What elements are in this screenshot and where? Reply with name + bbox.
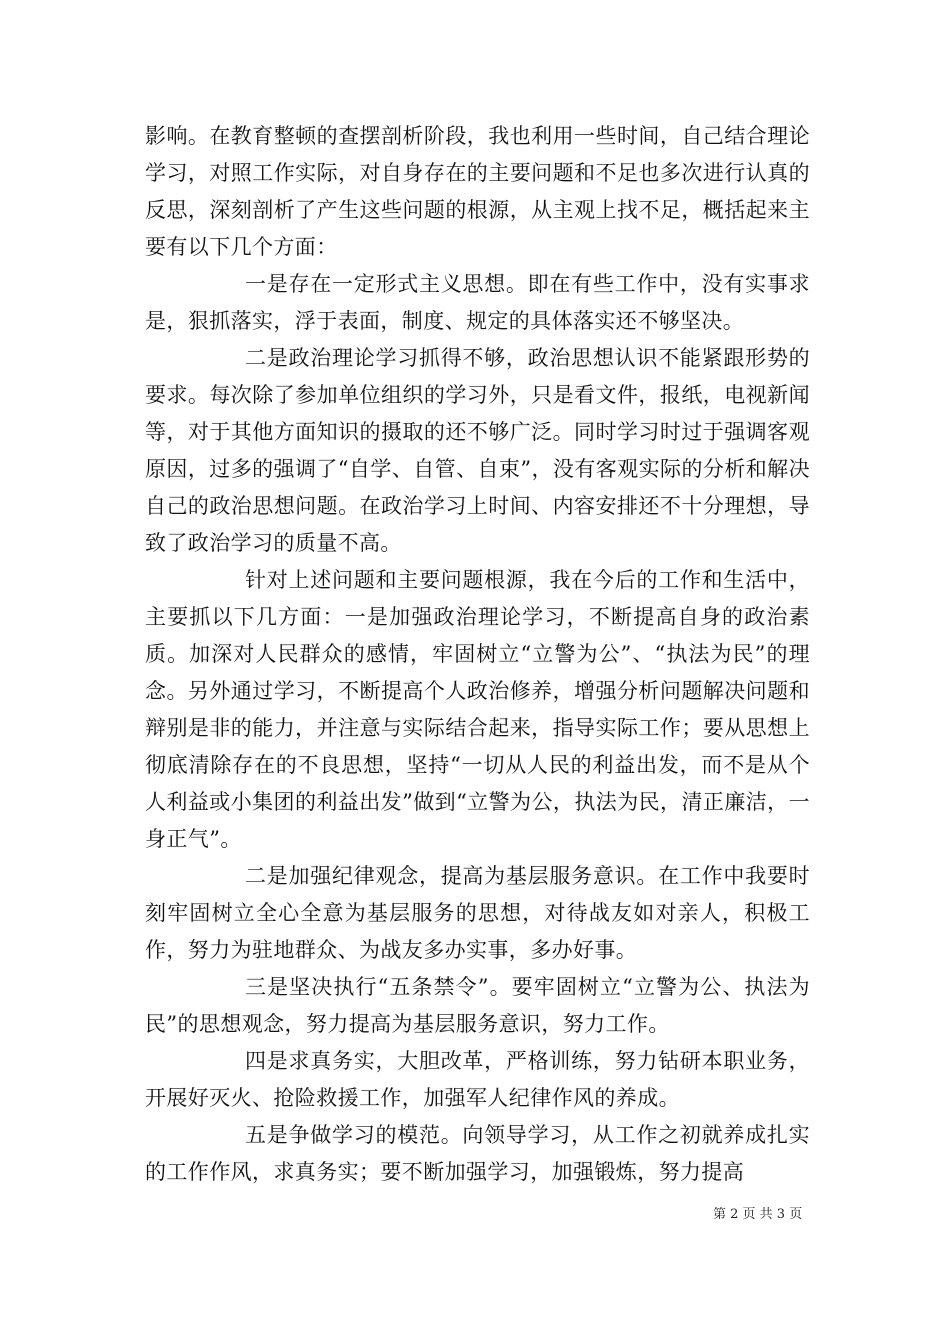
paragraph-7: 四是求真务实，大胆改革，严格训练，努力钻研本职业务，开展好灭火、抢险救援工作，加强军人纪律作风的养成。 xyxy=(145,1049,810,1110)
paragraph-1: 影响。在教育整顿的查摆剖析阶段，我也利用一些时间，自己结合理论学习，对照工作实际，对自身存在的主要问题和不足也多次进行认真的反思，深刻剖析了产生这些问题的根源，从主观上找不足，概括起来主要有以下几个方面： xyxy=(145,124,810,259)
page-number-footer: 第 2 页 共 3 页 xyxy=(713,1207,803,1222)
paragraph-8: 五是争做学习的模范。向领导学习，从工作之初就养成扎实的工作作风，求真务实；要不断加强学习，加强锻炼，努力提高 xyxy=(145,1123,810,1184)
paragraph-2: 一是存在一定形式主义思想。即在有些工作中，没有实事求是，狠抓落实，浮于表面，制度、规定的具体落实还不够坚决。 xyxy=(145,272,810,333)
paragraph-4: 针对上述问题和主要问题根源，我在今后的工作和生活中，主要抓以下几方面：一是加强政治理论学习，不断提高自身的政治素质。加深对人民群众的感情，牢固树立“立警为公”、“执法为民”的理念。另外通过学习，不断提高个人政治修养，增强分析问题解决问题和辩别是非的能力，并注意与实际结合起来，指导实际工作；要从思想上彻底清除存在的不良思想，坚持“一切从人民的利益出发，而不是从个人利益或小集团的利益出发”做到“立警为公，执法为民，清正廉洁，一身正气”。 xyxy=(145,568,810,851)
paragraph-5: 二是加强纪律观念，提高为基层服务意识。在工作中我要时刻牢固树立全心全意为基层服务的思想，对待战友如对亲人，积极工作，努力为驻地群众、为战友多办实事，多办好事。 xyxy=(145,864,810,962)
paragraph-3: 二是政治理论学习抓得不够，政治思想认识不能紧跟形势的要求。每次除了参加单位组织的学习外，只是看文件，报纸，电视新闻等，对于其他方面知识的摄取的还不够广泛。同时学习时过于强调客观原因，过多的强调了“自学、自管、自束”，没有客观实际的分析和解决自己的政治思想问题。在政治学习上时间、内容安排还不十分理想，导致了政治学习的质量不高。 xyxy=(145,346,810,555)
paragraph-6: 三是坚决执行“五条禁令”。要牢固树立“立警为公、执法为民”的思想观念，努力提高为基层服务意识，努力工作。 xyxy=(145,975,810,1036)
document-body xyxy=(145,118,810,1191)
